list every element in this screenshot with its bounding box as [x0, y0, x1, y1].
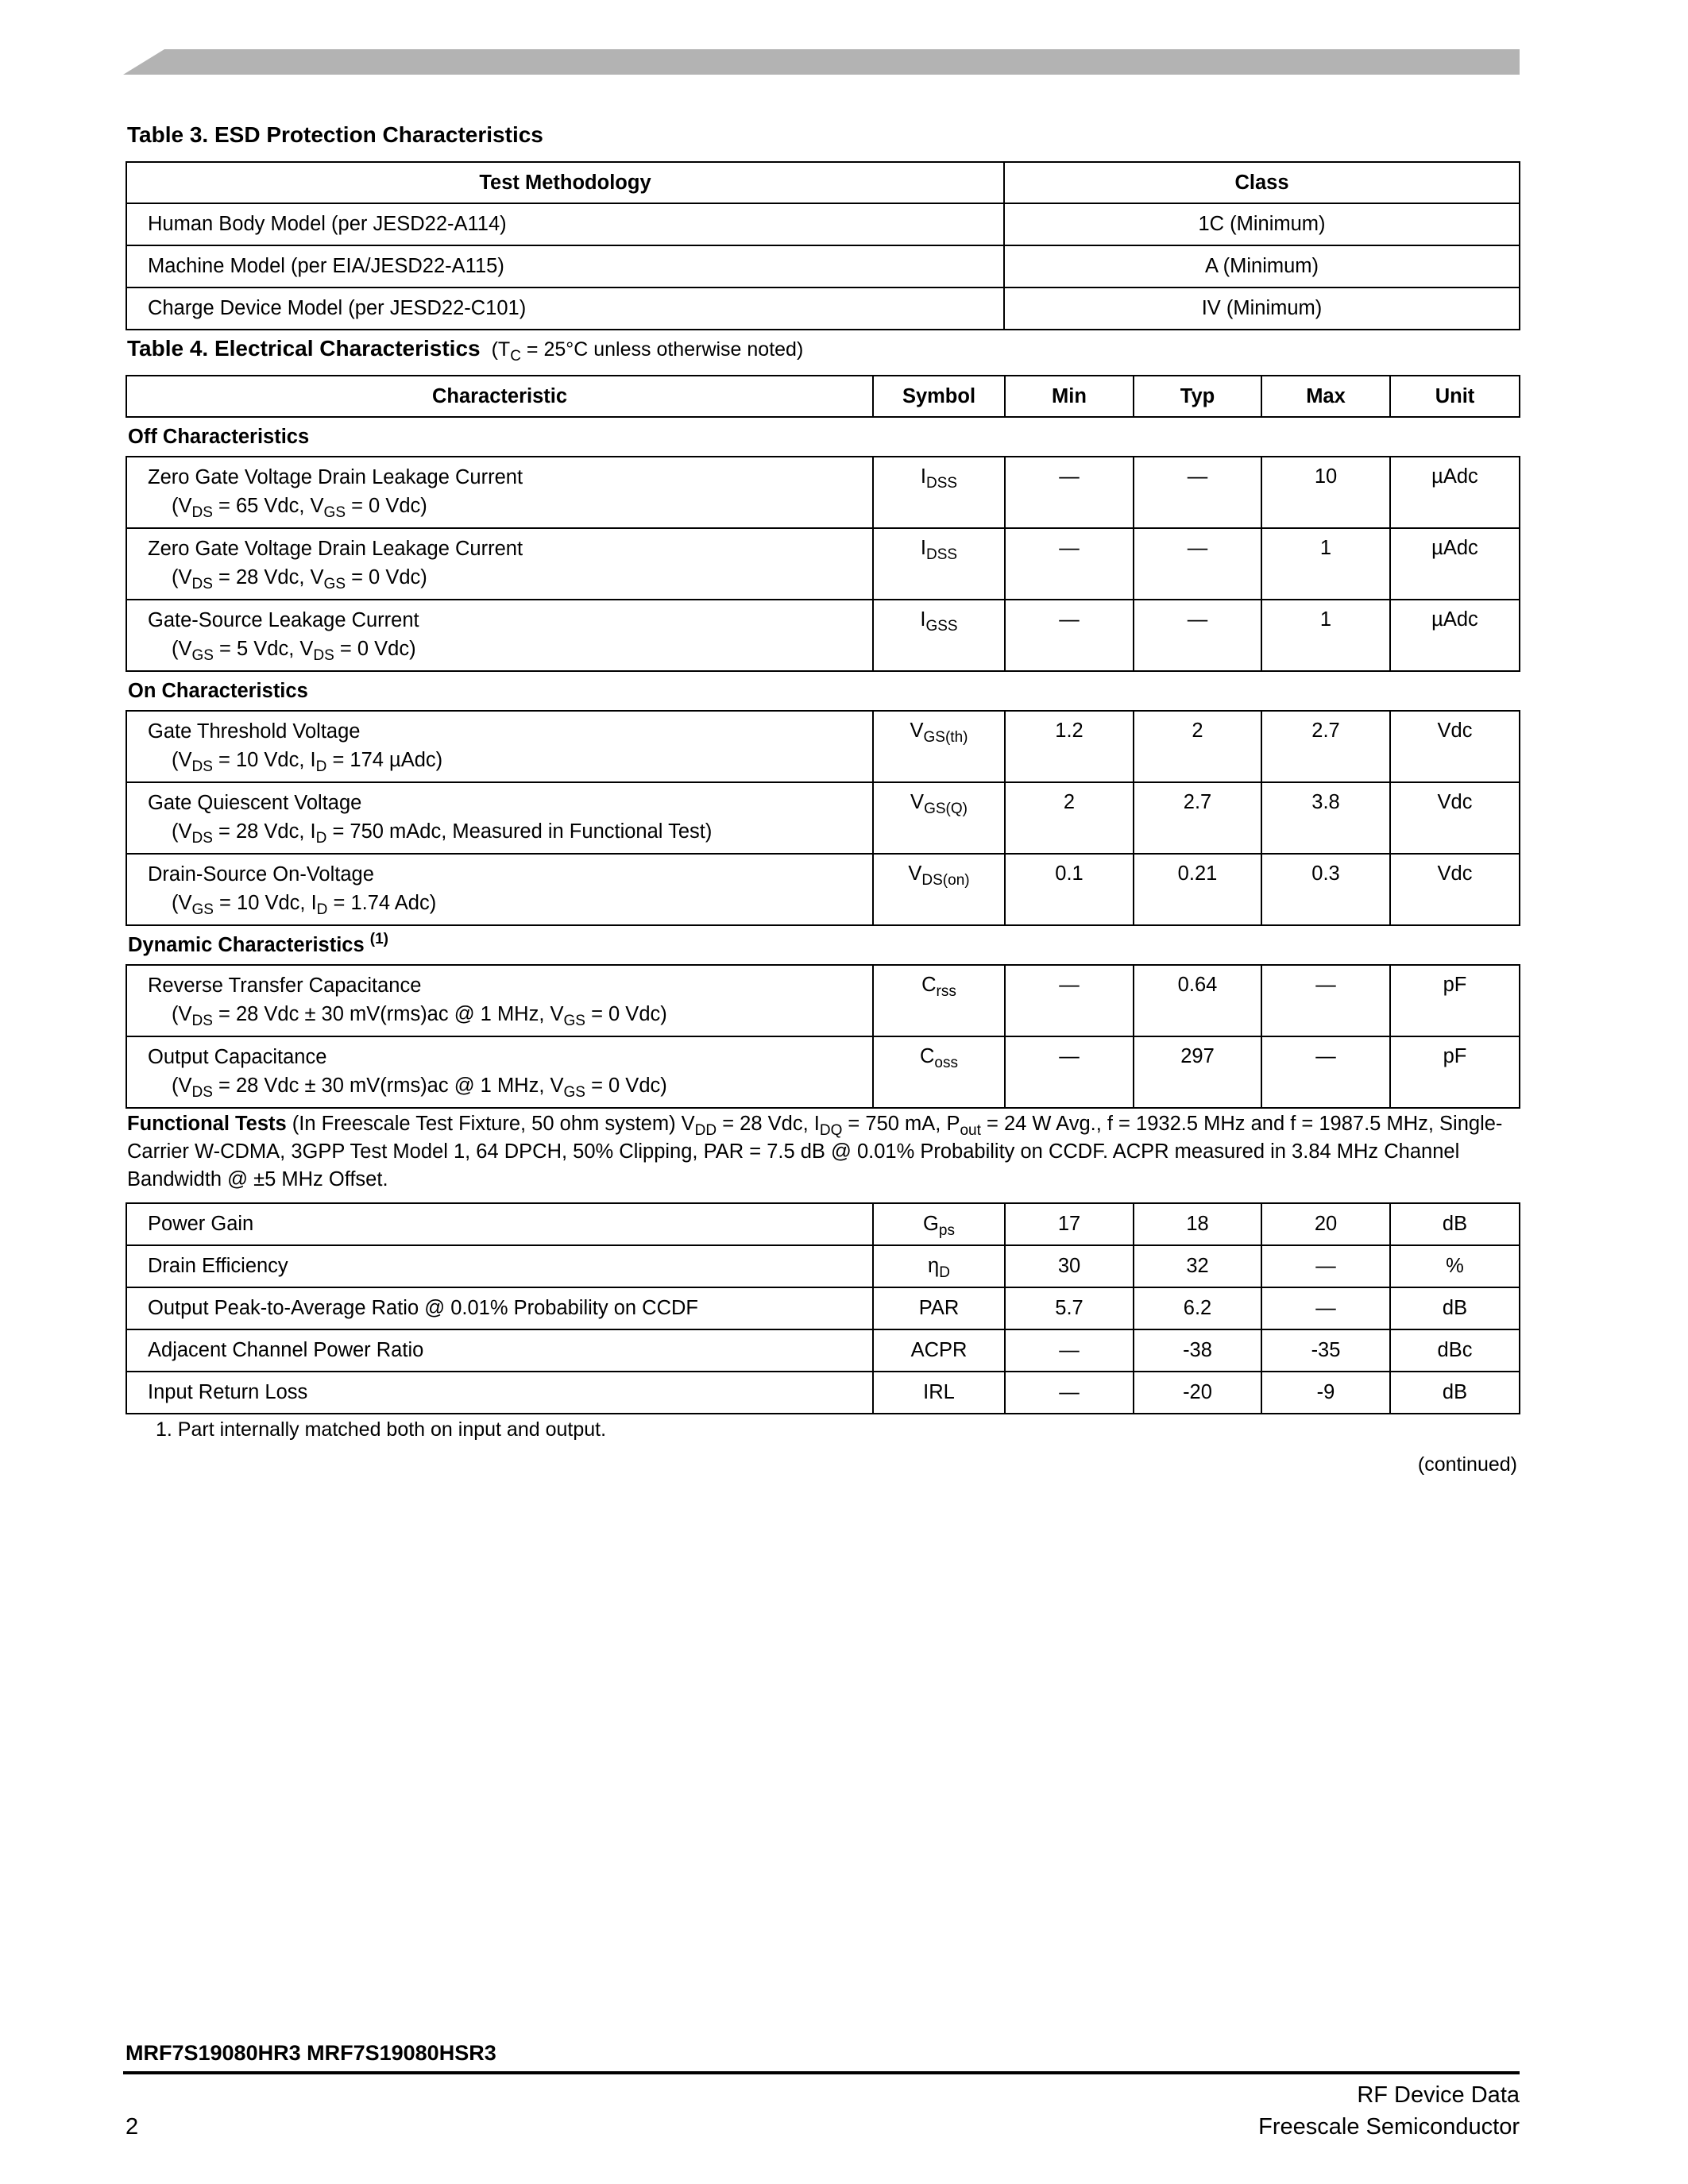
cond-text: = 28 Vdc, I: [212, 820, 316, 843]
characteristic-cell: [126, 782, 873, 854]
symbol-text: V: [910, 720, 924, 742]
min-cell: 5.7: [1005, 1287, 1134, 1329]
characteristic-name: Zero Gate Voltage Drain Leakage Current: [148, 466, 523, 488]
table-row: [126, 528, 1520, 600]
unit-cell: µAdc: [1390, 457, 1520, 528]
typ-cell: —: [1134, 600, 1261, 671]
symbol-sub: ps: [938, 1222, 955, 1239]
cond-text: = 10 Vdc, I: [212, 749, 316, 771]
symbol-cell: [873, 528, 1005, 600]
min-cell: —: [1005, 1372, 1134, 1414]
footer-rule: [123, 2071, 1520, 2074]
cond-text: = 28 Vdc ± 30 mV(rms)ac @ 1 MHz, V: [212, 1003, 564, 1025]
typ-cell: —: [1134, 528, 1261, 600]
characteristic-name: Zero Gate Voltage Drain Leakage Current: [148, 538, 523, 560]
table-row: [126, 1372, 1520, 1414]
symbol-text: V: [910, 791, 925, 813]
characteristic-name: Gate-Source Leakage Current: [148, 609, 419, 631]
unit-cell: dB: [1390, 1203, 1520, 1245]
table3-cell: Human Body Model (per JESD22-A114): [126, 203, 1004, 245]
cond-text: = 0 Vdc): [585, 1075, 667, 1097]
dynamic-rows: [126, 965, 1520, 1108]
table3-cell: A (Minimum): [1004, 245, 1520, 287]
typ-cell: —: [1134, 457, 1261, 528]
typ-cell: 2: [1134, 711, 1261, 782]
symbol-sub: DSS: [926, 546, 958, 563]
footer-company: Freescale Semiconductor: [1258, 2114, 1520, 2140]
max-cell: —: [1261, 1287, 1390, 1329]
symbol-text: V: [908, 862, 922, 885]
characteristic-cell: Input Return Loss: [126, 1372, 873, 1414]
min-cell: —: [1005, 965, 1134, 1036]
section-dynamic-title: Dynamic Characteristics $^{(1)}$: [128, 930, 388, 956]
symbol-sub: GSS: [925, 618, 958, 635]
functional-tests-description: Functional Tests (In Freescale Test Fixture, 50 ohm system) $V_{DD} = 28$ Vdc, $I_{DQ} = 750$ mA, $P_{out} = 24$ W Avg., f = 1932.5 MHz and f = 1987.5 MHz, Single-Carrier W-CDMA, 3GPP Test Model 1, 64 DPCH, 50% Clipping, PAR = 7.5 dB @ 0.01% Probability on CCDF. ACPR measured in 3.84 MHz Channel Bandwidth @ ±5 MHz Offset.: [127, 1113, 1503, 1190]
symbol-cell: [873, 1245, 1005, 1287]
cond-sub: GS: [563, 1084, 585, 1101]
typ-cell: 2.7: [1134, 782, 1261, 854]
min-cell: —: [1005, 1036, 1134, 1108]
typ-cell: 0.64: [1134, 965, 1261, 1036]
symbol-cell: [873, 1203, 1005, 1245]
cond-text: (V: [172, 495, 192, 517]
symbol-text: ACPR: [910, 1339, 968, 1361]
cond-sub: DS: [191, 1013, 213, 1029]
max-cell: 2.7: [1261, 711, 1390, 782]
table-row: [126, 1329, 1520, 1372]
table3-cell: 1C (Minimum): [1004, 203, 1520, 245]
header-unit: Unit: [1390, 376, 1520, 417]
table-row: [126, 1036, 1520, 1108]
characteristic-cell: Adjacent Channel Power Ratio: [126, 1329, 873, 1372]
max-cell: —: [1261, 965, 1390, 1036]
symbol-cell: [873, 457, 1005, 528]
cond-text: = 5 Vdc, V: [213, 638, 314, 660]
symbol-text: IRL: [923, 1381, 955, 1403]
header-symbol: Symbol: [873, 376, 1005, 417]
unit-cell: µAdc: [1390, 528, 1520, 600]
cond-text: = 28 Vdc ± 30 mV(rms)ac @ 1 MHz, V: [212, 1075, 564, 1097]
table-row: [126, 965, 1520, 1036]
symbol-text: I: [920, 465, 926, 488]
max-cell: 3.8: [1261, 782, 1390, 854]
min-cell: 0.1: [1005, 854, 1134, 925]
characteristic-cell: [126, 528, 873, 600]
test-conditions: [148, 817, 871, 846]
cond-text: = 0 Vdc): [346, 495, 427, 517]
cond-sub: DS: [191, 1084, 213, 1101]
cond-sub: DS: [191, 758, 213, 775]
unit-cell: pF: [1390, 965, 1520, 1036]
page-number: 2: [126, 2114, 139, 2140]
typ-cell: -38: [1134, 1329, 1261, 1372]
max-cell: -35: [1261, 1329, 1390, 1372]
typ-cell: 18: [1134, 1203, 1261, 1245]
cond-sub: GS: [323, 576, 346, 592]
cond-sub: D: [316, 901, 328, 918]
characteristic-name: Gate Threshold Voltage: [148, 720, 361, 743]
continued-label: (continued): [1417, 1453, 1517, 1476]
part-numbers: MRF7S19080HR3 MRF7S19080HSR3: [126, 2041, 496, 2065]
footer-rf-device-data: RF Device Data: [1357, 2082, 1520, 2108]
cond-sub: DS: [191, 576, 213, 592]
symbol-sub: GS(th): [923, 729, 968, 746]
unit-cell: %: [1390, 1245, 1520, 1287]
unit-cell: Vdc: [1390, 711, 1520, 782]
test-conditions: [148, 1000, 871, 1028]
table4-caption: [127, 336, 804, 365]
header-min: Min: [1005, 376, 1134, 417]
typ-cell: -20: [1134, 1372, 1261, 1414]
cond-text: = 1.74 Adc): [327, 892, 437, 914]
test-conditions: [148, 563, 871, 592]
symbol-cell: [873, 965, 1005, 1036]
header-bar: [123, 49, 1520, 75]
table-row: [126, 1245, 1520, 1287]
symbol-text: I: [920, 537, 926, 559]
table3-header-method: Test Methodology: [126, 162, 1004, 203]
max-cell: 1: [1261, 528, 1390, 600]
functional-rows: [126, 1203, 1520, 1414]
characteristic-cell: [126, 965, 873, 1036]
cond-sub: GS: [191, 647, 214, 664]
cond-text: (V: [172, 566, 192, 588]
table3-caption: Table 3. ESD Protection Characteristics: [127, 122, 543, 147]
unit-cell: dB: [1390, 1372, 1520, 1414]
max-cell: -9: [1261, 1372, 1390, 1414]
symbol-cell: [873, 711, 1005, 782]
functional-table: [126, 1202, 1520, 1414]
cond-text: (V: [172, 1003, 192, 1025]
cond-text: = 28 Vdc, V: [212, 566, 324, 588]
cond-text: = 0 Vdc): [334, 638, 416, 660]
test-conditions: [148, 1071, 871, 1100]
symbol-cell: [873, 1036, 1005, 1108]
electrical-table: [126, 375, 1520, 1109]
symbol-sub: DSS: [926, 475, 958, 492]
symbol-sub: GS(Q): [924, 801, 968, 817]
symbol-cell: [873, 1287, 1005, 1329]
unit-cell: Vdc: [1390, 854, 1520, 925]
table-row: [126, 854, 1520, 925]
unit-cell: µAdc: [1390, 600, 1520, 671]
test-conditions: [148, 889, 871, 917]
unit-cell: dB: [1390, 1287, 1520, 1329]
esd-table: [126, 161, 1520, 330]
cond-text: (V: [172, 820, 192, 843]
table-row: [126, 782, 1520, 854]
cond-text: = 65 Vdc, V: [212, 495, 324, 517]
characteristic-cell: [126, 854, 873, 925]
cond-sub: D: [315, 830, 327, 847]
symbol-cell: [873, 600, 1005, 671]
footnote: 1. Part internally matched both on input and output.: [156, 1418, 607, 1441]
typ-cell: 297: [1134, 1036, 1261, 1108]
unit-cell: Vdc: [1390, 782, 1520, 854]
characteristic-cell: [126, 600, 873, 671]
off-rows: [126, 457, 1520, 671]
symbol-text: η: [928, 1255, 940, 1277]
min-cell: —: [1005, 528, 1134, 600]
max-cell: —: [1261, 1245, 1390, 1287]
max-cell: 20: [1261, 1203, 1390, 1245]
table-row: [126, 287, 1520, 330]
cond-text: = 750 mAdc, Measured in Functional Test): [326, 820, 713, 843]
cond-sub: GS: [563, 1013, 585, 1029]
min-cell: —: [1005, 600, 1134, 671]
table-row: [126, 203, 1520, 245]
header-typ: Typ: [1134, 376, 1261, 417]
cond-sub: GS: [323, 504, 346, 521]
cond-text: (V: [172, 892, 192, 914]
characteristic-name: Gate Quiescent Voltage: [148, 792, 362, 814]
symbol-cell: [873, 854, 1005, 925]
unit-cell: pF: [1390, 1036, 1520, 1108]
cond-text: = 0 Vdc): [585, 1003, 667, 1025]
test-conditions: [148, 746, 871, 774]
table-row: [126, 600, 1520, 671]
table-row: [126, 245, 1520, 287]
symbol-sub: oss: [934, 1055, 958, 1071]
symbol-text: PAR: [918, 1297, 960, 1319]
cond-text: (V: [172, 638, 192, 660]
symbol-sub: rss: [936, 983, 956, 1000]
table3-header-class: Class: [1004, 162, 1520, 203]
test-conditions: [148, 492, 871, 520]
table3-cell: Machine Model (per EIA/JESD22-A115): [126, 245, 1004, 287]
table-row: [126, 457, 1520, 528]
cond-text: = 10 Vdc, I: [213, 892, 317, 914]
max-cell: 10: [1261, 457, 1390, 528]
max-cell: —: [1261, 1036, 1390, 1108]
cond-text: (V: [172, 1075, 192, 1097]
section-off-title: Off Characteristics: [128, 425, 310, 448]
min-cell: —: [1005, 1329, 1134, 1372]
symbol-sub: D: [939, 1264, 950, 1281]
typ-cell: 6.2: [1134, 1287, 1261, 1329]
cond-sub: DS: [313, 647, 334, 664]
min-cell: 1.2: [1005, 711, 1134, 782]
max-cell: 0.3: [1261, 854, 1390, 925]
table3-cell: Charge Device Model (per JESD22-C101): [126, 287, 1004, 330]
unit-cell: dBc: [1390, 1329, 1520, 1372]
table-row: [126, 1203, 1520, 1245]
symbol-text: G: [923, 1213, 939, 1235]
on-rows: [126, 711, 1520, 925]
characteristic-cell: Output Peak-to-Average Ratio @ 0.01% Probability on CCDF: [126, 1287, 873, 1329]
symbol-sub: DS(on): [921, 872, 970, 889]
symbol-text: C: [920, 1045, 935, 1067]
table3-cell: IV (Minimum): [1004, 287, 1520, 330]
symbol-cell: [873, 1372, 1005, 1414]
min-cell: 17: [1005, 1203, 1134, 1245]
typ-cell: 32: [1134, 1245, 1261, 1287]
table-row: [126, 1287, 1520, 1329]
table4-conditions: ($T_C = 25^\circ C$ unless otherwise noted): [491, 338, 804, 365]
cond-sub: DS: [191, 504, 213, 521]
min-cell: 2: [1005, 782, 1134, 854]
cond-sub: D: [315, 758, 327, 775]
min-cell: 30: [1005, 1245, 1134, 1287]
header-characteristic: Characteristic: [126, 376, 873, 417]
characteristic-cell: Drain Efficiency: [126, 1245, 873, 1287]
cond-sub: GS: [191, 901, 214, 918]
characteristic-name: Reverse Transfer Capacitance: [148, 974, 422, 997]
header-max: Max: [1261, 376, 1390, 417]
section-on-title: On Characteristics: [128, 679, 308, 702]
characteristic-name: Drain-Source On-Voltage: [148, 863, 374, 886]
table4-title: Table 4. Electrical Characteristics: [127, 336, 481, 361]
test-conditions: [148, 635, 871, 663]
characteristic-cell: Power Gain: [126, 1203, 873, 1245]
min-cell: —: [1005, 457, 1134, 528]
characteristic-cell: [126, 711, 873, 782]
symbol-text: C: [921, 974, 937, 996]
symbol-cell: [873, 782, 1005, 854]
table-row: [126, 711, 1520, 782]
max-cell: 1: [1261, 600, 1390, 671]
typ-cell: 0.21: [1134, 854, 1261, 925]
characteristic-cell: [126, 1036, 873, 1108]
cond-sub: DS: [191, 830, 213, 847]
symbol-text: I: [920, 608, 926, 631]
cond-text: = 0 Vdc): [346, 566, 427, 588]
symbol-cell: [873, 1329, 1005, 1372]
cond-text: = 174 µAdc): [326, 749, 443, 771]
cond-text: (V: [172, 749, 192, 771]
characteristic-name: Output Capacitance: [148, 1046, 327, 1068]
characteristic-cell: [126, 457, 873, 528]
